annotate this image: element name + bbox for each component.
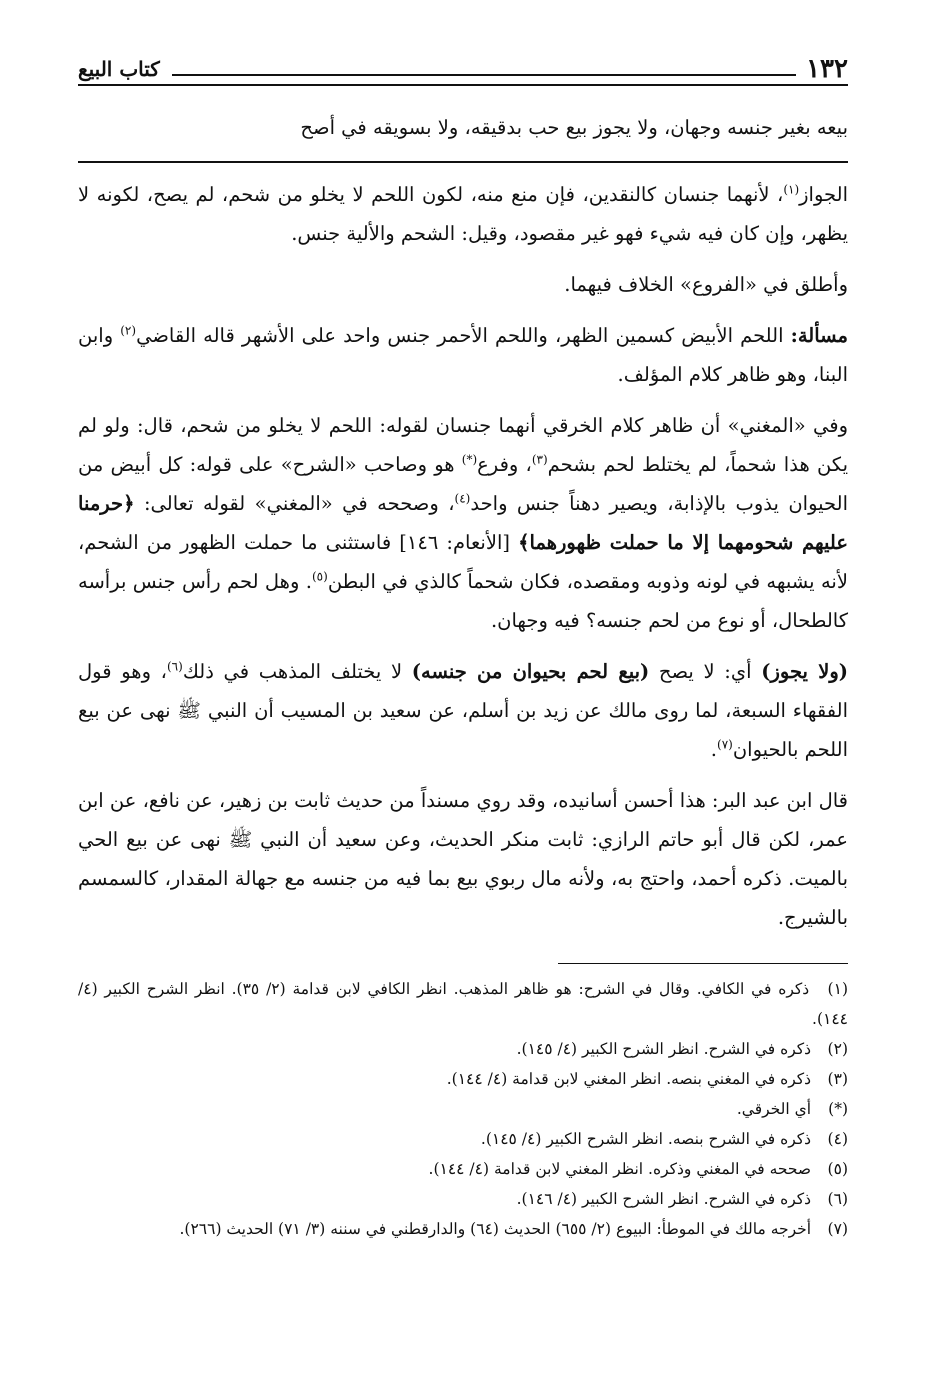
- footnote-ref-4: (٤): [454, 491, 471, 506]
- text-run: . وهل لحم رأس جنس برأسه كالطحال، أو نوع من لحم جنسه؟ فيه وجهان.: [78, 570, 848, 632]
- footnote-number: (٣): [827, 1070, 848, 1088]
- header-rule: [172, 74, 796, 76]
- footnote-number: (٧): [827, 1220, 848, 1238]
- footnote-item: [78, 1154, 848, 1184]
- text-run: وفي «المغني» أن ظاهر كلام الخرقي أنهما جنسان لقوله: اللحم لا يخلو من شحم، قال: ولو لم يكن هذا شحماً، لم يختلط لحم بشحم: [78, 414, 848, 476]
- footnote-text: أي الخرقي.: [736, 1100, 812, 1118]
- footnote-number: (٥): [827, 1160, 848, 1178]
- text-run: .: [710, 738, 717, 761]
- footnote-number: (*): [828, 1100, 848, 1118]
- text-run: ، وصححه في «المغني» لقوله تعالى:: [134, 492, 455, 515]
- footnote-item: [78, 1094, 848, 1124]
- footnote-number: (٦): [827, 1190, 848, 1208]
- footnote-ref-6: (٦): [166, 659, 183, 674]
- footnote-text: ذكره في الكافي. وقال في الشرح: هو ظاهر المذهب. انظر الكافي لابن قدامة (٢/ ٣٥). انظر الشرح الكبير (٤/ ١٤٤).: [78, 980, 848, 1028]
- footnote-ref-7: (٧): [717, 737, 733, 752]
- footnote-item: [78, 1214, 848, 1244]
- paragraph-2: وأطلق في «الفروع» الخلاف فيهما.: [564, 273, 848, 296]
- paragraph-masala: [78, 316, 848, 394]
- quran-verse: ﴿حرمنا عليهم شحومهما إلا ما حملت ظهورهما﴾: [78, 492, 848, 554]
- text-run: أي: لا يصح: [649, 660, 762, 683]
- footnote-ref-2: (٢): [120, 323, 137, 338]
- text-run: لا يختلف المذهب في ذلك: [182, 660, 412, 683]
- footnote-text: أخرجه مالك في الموطأ: البيوع (٢/ ٦٥٥) الحديث (٦٤) والدارقطني في سننه (٣/ ٧١) الحديث (٢٦٦).: [179, 1220, 812, 1238]
- book-page: [78, 50, 848, 1244]
- footnote-text: صححه في المغني وذكره. انظر المغني لابن قدامة (٤/ ١٤٤).: [428, 1160, 812, 1178]
- text-run: اللحم الأبيض كسمين الظهر، واللحم الأحمر جنس واحد على الأشهر قاله القاضي: [136, 324, 791, 347]
- footnote-number: (٢): [827, 1040, 848, 1058]
- footnote-ref-3: (٣): [531, 452, 548, 467]
- masala-label: مسألة:: [790, 324, 849, 347]
- footnote-ref-star: (*): [461, 452, 478, 467]
- paragraph-ibn-abd-albarr: قال ابن عبد البر: هذا أحسن أسانيده، وقد روي مسنداً من حديث ثابت بن زهير، عن نافع، عن ابن عمر، لكن قال أبو حاتم الرازي: ثابت منكر الحديث، وعن سعيد أن النبي ﷺ نهى عن بيع الحي بالميت. ذكره أحمد، واحتج به، ولأنه مال ربوي بيع بما فيه من جنسه مع جهالة المقدار، كالسمسم بالشيرج.: [78, 789, 848, 929]
- text-run: ، وهو قول الفقهاء السبعة، لما روى مالك عن زيد بن أسلم، عن سعيد بن المسيب أن النبي ﷺ نهى عن بيع اللحم بالحيوان: [78, 660, 848, 761]
- page-header: [78, 50, 848, 86]
- footnote-ref-5: (٥): [311, 569, 328, 584]
- text-run: ، لأنهما جنسان كالنقدين، فإن منع منه، لكون اللحم لا يخلو من شحم، لم يصح، لكونه لا يظهر، وإن كان فيه شيء فهو غير مقصود، وقيل: الشحم والألية جنس.: [78, 183, 848, 245]
- footnotes: [78, 974, 848, 1244]
- text-run: وابن البنا، وهو ظاهر كلام المؤلف.: [78, 324, 848, 386]
- matn-phrase: (بيع لحم بحيوان من جنسه): [411, 660, 650, 683]
- footnote-number: (١): [827, 980, 848, 998]
- paragraph-matn: [78, 652, 848, 769]
- matn-phrase: (ولا يجوز): [761, 660, 848, 683]
- paragraph-mughni: [78, 406, 848, 640]
- footnote-separator: [558, 963, 848, 964]
- text-run: هو وصاحب «الشرح» على قوله: كل أبيض من الحيوان يذوب بالإذابة، ويصير دهناً جنس واحد: [78, 453, 848, 515]
- footnote-text: ذكره في الشرح بنصه. انظر الشرح الكبير (٤/ ١٤٥).: [480, 1130, 812, 1148]
- footnote-number: (٤): [827, 1130, 848, 1148]
- text-run: ، وفرع: [477, 453, 532, 476]
- footnote-ref-1: (١): [783, 182, 800, 197]
- footnote-text: ذكره في الشرح. انظر الشرح الكبير (٤/ ١٤٦).: [516, 1190, 812, 1208]
- footnote-item: [78, 1034, 848, 1064]
- footnote-item: [78, 1064, 848, 1094]
- footnote-text: ذكره في المغني بنصه. انظر المغني لابن قدامة (٤/ ١٤٤).: [446, 1070, 812, 1088]
- text-run: الجواز: [799, 183, 848, 206]
- footnote-item: [78, 1184, 848, 1214]
- text-run: [الأنعام: ١٤٦] فاستثنى ما حملت الظهور من الشحم، لأنه يشبهه في لونه وذوبه ومقصده، فكان شحماً كالذي في البطن: [78, 531, 848, 593]
- carryover-line: بيعه بغير جنسه وجهان، ولا يجوز بيع حب بدقيقه، ولا بسويقه في أصح: [78, 108, 848, 163]
- footnote-item: [78, 1124, 848, 1154]
- page-number: ١٣٢: [806, 54, 848, 84]
- footnote-item: [78, 974, 848, 1034]
- paragraph-1: [78, 175, 848, 253]
- footnote-text: ذكره في الشرح. انظر الشرح الكبير (٤/ ١٤٥).: [516, 1040, 812, 1058]
- running-title: كتاب البيع: [78, 57, 160, 81]
